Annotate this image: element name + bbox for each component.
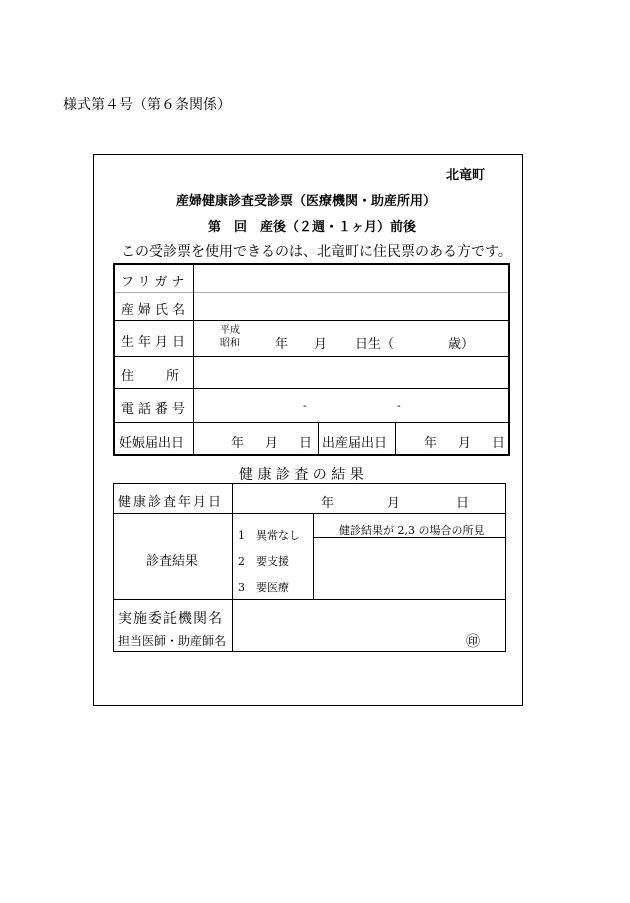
form-title: 産婦健康診査受診票（医療機関・助産所用） bbox=[176, 194, 437, 209]
row-divider bbox=[114, 599, 505, 600]
town-name: 北竜町 bbox=[446, 168, 486, 183]
address-field[interactable] bbox=[197, 361, 503, 385]
exam-year-unit: 年 bbox=[321, 496, 335, 511]
personal-info-table bbox=[113, 263, 510, 456]
birth-report-label: 出産届出日 bbox=[322, 436, 388, 451]
preg-year-unit: 年 bbox=[231, 436, 245, 451]
furigana-label: フリガナ bbox=[121, 275, 189, 290]
exam-date-label: 健康診査年月日 bbox=[118, 495, 224, 510]
phone-separator: - bbox=[303, 399, 307, 412]
seal-mark: ㊞ bbox=[466, 634, 480, 650]
result-option-support[interactable]: 2 要支援 bbox=[238, 555, 289, 568]
row-divider bbox=[114, 513, 505, 514]
br-day-unit: 日 bbox=[492, 436, 506, 451]
address-label: 住 所 bbox=[121, 369, 182, 384]
exam-results-table bbox=[113, 483, 506, 652]
form-subtitle: 第 回 産後（２週・１ヶ月）前後 bbox=[208, 220, 417, 235]
phone-separator: - bbox=[397, 399, 401, 412]
findings-field[interactable] bbox=[317, 541, 501, 596]
eligibility-notice: この受診票を使用できるのは、北竜町に住民票のある方です。 bbox=[121, 244, 512, 260]
era-showa[interactable]: 昭和 bbox=[220, 338, 240, 349]
row-divider bbox=[115, 292, 508, 293]
row-divider bbox=[115, 388, 508, 389]
name-label: 産婦氏名 bbox=[121, 303, 190, 318]
phone-label: 電話番号 bbox=[121, 402, 190, 417]
birth-month-unit: 月 bbox=[314, 337, 328, 352]
birthdate-label: 生年月日 bbox=[121, 335, 190, 350]
age-unit: 歳） bbox=[448, 337, 475, 352]
furigana-field[interactable] bbox=[197, 267, 503, 289]
preg-day-unit: 日 bbox=[299, 436, 313, 451]
column-divider bbox=[193, 265, 194, 454]
birth-day-unit: 日生（ bbox=[355, 337, 395, 352]
column-divider bbox=[395, 422, 396, 454]
preg-month-unit: 月 bbox=[265, 436, 279, 451]
era-heisei[interactable]: 平成 bbox=[220, 325, 240, 336]
exam-day-unit: 日 bbox=[456, 496, 470, 511]
birth-year-unit: 年 bbox=[275, 337, 289, 352]
column-divider bbox=[313, 513, 314, 599]
institution-field[interactable] bbox=[236, 603, 456, 647]
doctor-label: 担当医師・助産師名 bbox=[118, 634, 227, 648]
results-section-title: 健 康 診 査 の 結 果 bbox=[239, 467, 364, 483]
name-field[interactable] bbox=[197, 295, 503, 317]
row-divider bbox=[115, 356, 508, 357]
br-month-unit: 月 bbox=[458, 436, 472, 451]
column-divider bbox=[232, 484, 233, 651]
exam-month-unit: 月 bbox=[387, 496, 401, 511]
findings-label: 健診結果が 2,3 の場合の所見 bbox=[339, 524, 485, 537]
institution-label: 実施委託機関名 bbox=[118, 611, 223, 627]
row-divider bbox=[115, 422, 508, 423]
result-option-normal[interactable]: 1 異常なし bbox=[238, 529, 300, 542]
exam-result-label: 診査結果 bbox=[146, 554, 199, 569]
result-option-medical[interactable]: 3 要医療 bbox=[238, 581, 289, 594]
form-number: 様式第４号（第６条関係） bbox=[63, 97, 231, 113]
row-divider bbox=[115, 320, 508, 321]
pregnancy-report-label: 妊娠届出日 bbox=[119, 436, 185, 451]
column-divider bbox=[318, 422, 319, 454]
br-year-unit: 年 bbox=[424, 436, 438, 451]
